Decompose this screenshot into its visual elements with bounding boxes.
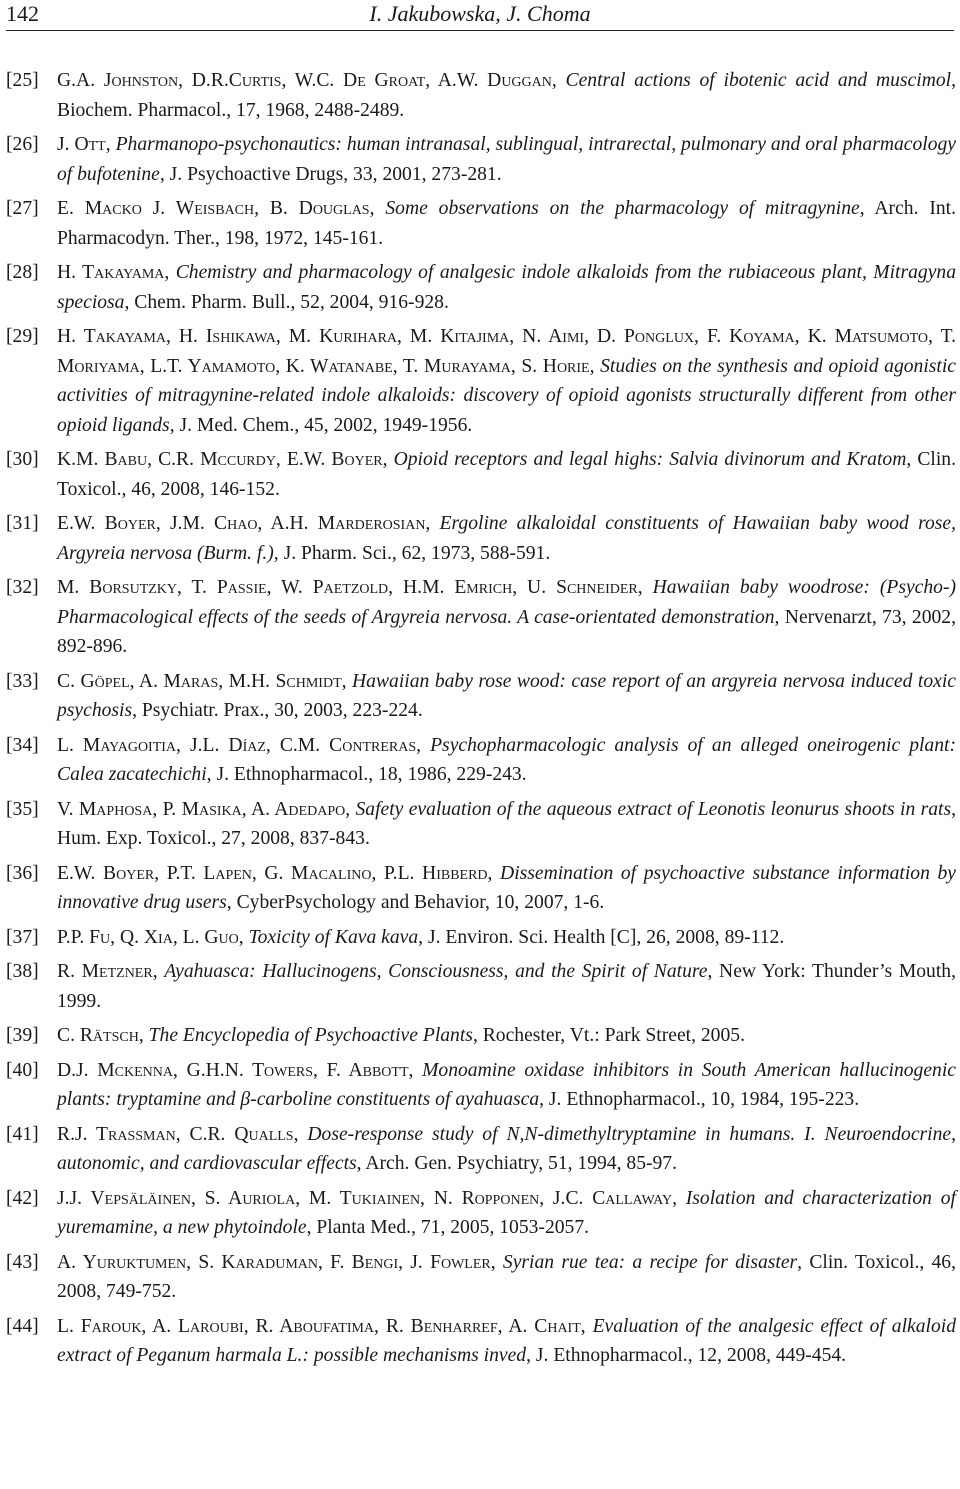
reference-text <box>57 795 956 854</box>
reference-source: , Planta Med., 71, 2005, 1053-2057. <box>306 1217 590 1238</box>
reference-item <box>6 258 956 317</box>
reference-title: Toxicity of Kava kava <box>248 926 419 948</box>
reference-source: , J. Environ. Sci. Health [C], 26, 2008, 89-112. <box>418 926 785 948</box>
reference-number: [36] <box>6 862 39 884</box>
reference-authors: E.W. Boyer, J.M. Chao, A.H. Marderosian, <box>57 513 440 534</box>
reference-item <box>6 667 956 726</box>
reference-text <box>57 667 956 726</box>
running-head: I. Jakubowska, J. Choma <box>369 1 591 26</box>
reference-source: , Arch. Gen. Psychiatry, 51, 1994, 85-97. <box>356 1153 678 1174</box>
reference-title: Pharmanopo-psychonautics: human intranasal, sublingual, intrarectal, pulmonary and oral pharmacology of bufotenine <box>57 134 956 185</box>
reference-authors: K.M. Babu, C.R. Mccurdy, E.W. Boyer, <box>57 449 394 470</box>
reference-item <box>6 1021 956 1051</box>
reference-text <box>57 1056 956 1115</box>
reference-number: [31] <box>6 513 39 534</box>
reference-item <box>6 731 956 790</box>
reference-text <box>57 1021 956 1051</box>
reference-number: [27] <box>6 198 39 219</box>
reference-source: , Arch. Int. Pharmacodyn. Ther., 198, 1972, 145-161. <box>57 198 956 249</box>
reference-text <box>57 957 956 1016</box>
reference-text <box>57 923 956 953</box>
reference-authors: G.A. Johnston, D.R.Curtis, W.C. De Groat, A.W. Duggan, <box>57 70 566 91</box>
reference-source: , J. Ethnopharmacol., 10, 1984, 195-223. <box>539 1089 860 1110</box>
reference-source: , J. Ethnopharmacol., 18, 1986, 229-243. <box>206 764 527 785</box>
reference-item <box>6 130 956 189</box>
reference-number: [39] <box>6 1025 39 1046</box>
reference-text <box>57 859 956 918</box>
reference-source: , Biochem. Pharmacol., 17, 1968, 2488-2489. <box>57 70 956 121</box>
reference-text <box>57 322 956 440</box>
reference-item <box>6 1184 956 1243</box>
reference-text <box>57 1184 956 1243</box>
reference-item <box>6 1312 956 1371</box>
reference-authors: R. Metzner, <box>57 961 165 982</box>
reference-text <box>57 1312 956 1371</box>
reference-text <box>57 130 956 189</box>
reference-number: [42] <box>6 1187 39 1209</box>
reference-number: [38] <box>6 961 39 982</box>
reference-source: , Rochester, Vt.: Park Street, 2005. <box>472 1025 745 1046</box>
reference-authors: M. Borsutzky, T. Passie, W. Paetzold, H.M. Emrich, U. Schneider, <box>57 577 653 598</box>
reference-item <box>6 509 956 568</box>
reference-item <box>6 859 956 918</box>
reference-text <box>57 509 956 568</box>
reference-title: Hawaiian baby woodrose: (Psycho-) Pharmacological effects of the seeds of Argyreia nervosa. A case-orientated demonstration <box>57 577 956 628</box>
reference-authors: R.J. Trassman, C.R. Qualls, <box>57 1123 308 1145</box>
reference-source: , CyberPsychology and Behavior, 10, 2007, 1-6. <box>226 892 605 913</box>
reference-authors: V. Maphosa, P. Masika, A. Adedapo, <box>57 798 356 820</box>
reference-title: Studies on the synthesis and opioid agonistic activities of mitragynine-related indole alkaloids: discovery of opioid agonists structurally different from other opioid ligands <box>57 355 957 436</box>
reference-authors: D.J. Mckenna, G.H.N. Towers, F. Abbott, <box>57 1059 423 1081</box>
reference-number: [43] <box>6 1251 39 1273</box>
reference-source: , J. Psychoactive Drugs, 33, 2001, 273-281. <box>159 163 502 185</box>
reference-authors: L. Mayagoitia, J.L. Díaz, C.M. Contreras, <box>57 734 431 756</box>
reference-number: [35] <box>6 798 39 820</box>
reference-source: , Nervenarzt, 73, 2002, 892-896. <box>57 606 956 657</box>
reference-title: Some observations on the pharmacology of mitragynine <box>385 198 860 219</box>
reference-source: , Hum. Exp. Toxicol., 27, 2008, 837-843. <box>57 798 956 849</box>
reference-title: Monoamine oxidase inhibitors in South American hallucinogenic plants: tryptamine and β-carboline constituents of ayahuasca <box>57 1059 956 1110</box>
reference-title: Evaluation of the analgesic effect of alkaloid extract of Peganum harmala L.: possible mechanisms inved <box>57 1315 956 1366</box>
reference-text <box>57 1120 956 1179</box>
reference-source: , Psychiatr. Prax., 30, 2003, 223-224. <box>132 700 423 721</box>
reference-authors: P.P. Fu, Q. Xia, L. Guo, <box>57 926 249 948</box>
reference-item <box>6 795 956 854</box>
reference-title: Chemistry and pharmacology of analgesic indole alkaloids from the rubiaceous plant, Mitragyna speciosa <box>57 262 956 313</box>
reference-item <box>6 194 956 253</box>
page-header <box>6 0 954 31</box>
reference-number: [26] <box>6 134 39 155</box>
reference-title: Psychopharmacologic analysis of an alleged oneirogenic plant: Calea zacatechichi <box>57 734 956 785</box>
reference-source: , J. Med. Chem., 45, 2002, 1949-1956. <box>169 414 473 436</box>
reference-source: , Clin. Toxicol., 46, 2008, 146-152. <box>57 449 956 500</box>
reference-authors: C. Rätsch, <box>57 1025 149 1046</box>
reference-item <box>6 1056 956 1115</box>
reference-item <box>6 923 956 953</box>
reference-source: , Chem. Pharm. Bull., 52, 2004, 916-928. <box>124 291 449 313</box>
reference-authors: L. Farouk, A. Laroubi, R. Aboufatima, R. Benharref, A. Chait, <box>57 1315 593 1337</box>
reference-item <box>6 322 956 440</box>
reference-title: Ergoline alkaloidal constituents of Hawaiian baby wood rose, Argyreia nervosa (Burm. f.) <box>57 513 956 564</box>
reference-number: [41] <box>6 1123 39 1145</box>
reference-title: Syrian rue tea: a recipe for disaster <box>502 1251 798 1273</box>
reference-title: Central actions of ibotenic acid and muscimol <box>565 70 952 91</box>
page-number: 142 <box>6 1 39 26</box>
reference-number: [29] <box>6 326 39 347</box>
reference-authors: C. Göpel, A. Maras, M.H. Schmidt, <box>57 670 353 692</box>
reference-title: Dose-response study of N,N-dimethyltryptamine in humans. I. Neuroendocrine, autonomic, and cardiovascular effects <box>57 1123 956 1174</box>
reference-number: [28] <box>6 262 39 283</box>
reference-authors: J. Ott, <box>57 134 116 155</box>
reference-source: , New York: Thunder’s Mouth, 1999. <box>57 961 956 1012</box>
reference-number: [37] <box>6 926 39 948</box>
reference-item <box>6 445 956 504</box>
reference-number: [32] <box>6 577 39 598</box>
reference-title: Dissemination of psychoactive substance information by innovative drug users <box>57 862 956 913</box>
reference-title: Opioid receptors and legal highs: Salvia divinorum and Kratom <box>393 449 907 470</box>
reference-number: [44] <box>6 1315 39 1337</box>
reference-text <box>57 66 956 125</box>
reference-title: Ayahuasca: Hallucinogens, Consciousness, and the Spirit of Nature <box>164 961 708 982</box>
reference-number: [40] <box>6 1059 39 1081</box>
reference-item <box>6 1120 956 1179</box>
reference-item <box>6 66 956 125</box>
reference-authors: J.J. Vepsäläinen, S. Auriola, M. Tukiainen, N. Ropponen, J.C. Callaway, <box>57 1187 686 1209</box>
reference-title: Hawaiian baby rose wood: case report of an argyreia nervosa induced toxic psychosis <box>57 670 956 721</box>
reference-authors: E.W. Boyer, P.T. Lapen, G. Macalino, P.L. Hibberd, <box>57 862 501 884</box>
reference-item <box>6 1248 956 1307</box>
reference-text <box>57 445 956 504</box>
reference-list <box>6 66 956 1376</box>
reference-title: Safety evaluation of the aqueous extract of Leonotis leonurus shoots in rats <box>355 798 952 820</box>
reference-text <box>57 258 956 317</box>
reference-authors: E. Macko J. Weisbach, B. Douglas, <box>57 198 386 219</box>
reference-authors: A. Yuruktumen, S. Karaduman, F. Bengi, J. Fowler, <box>57 1251 503 1273</box>
reference-source: , Clin. Toxicol., 46, 2008, 749-752. <box>57 1251 956 1302</box>
reference-text <box>57 1248 956 1307</box>
reference-number: [33] <box>6 670 39 692</box>
reference-number: [25] <box>6 70 39 91</box>
reference-item <box>6 957 956 1016</box>
reference-text <box>57 731 956 790</box>
reference-text <box>57 573 956 662</box>
reference-source: , J. Ethnopharmacol., 12, 2008, 449-454. <box>526 1345 847 1366</box>
reference-title: Isolation and characterization of yuremamine, a new phytoindole <box>57 1187 956 1238</box>
reference-text <box>57 194 956 253</box>
reference-authors: H. Takayama, <box>57 262 176 283</box>
reference-source: , J. Pharm. Sci., 62, 1973, 588-591. <box>273 542 551 564</box>
reference-number: [30] <box>6 449 39 470</box>
reference-number: [34] <box>6 734 39 756</box>
reference-title: The Encyclopedia of Psychoactive Plants <box>148 1025 473 1046</box>
reference-authors: H. Takayama, H. Ishikawa, M. Kurihara, M. Kitajima, N. Aimi, D. Ponglux, F. Koyama, K. Matsumoto, T. Moriyama, L.T. Yamamoto, K. Watanabe, T. Murayama, S. Horie, <box>57 326 956 377</box>
reference-item <box>6 573 956 662</box>
